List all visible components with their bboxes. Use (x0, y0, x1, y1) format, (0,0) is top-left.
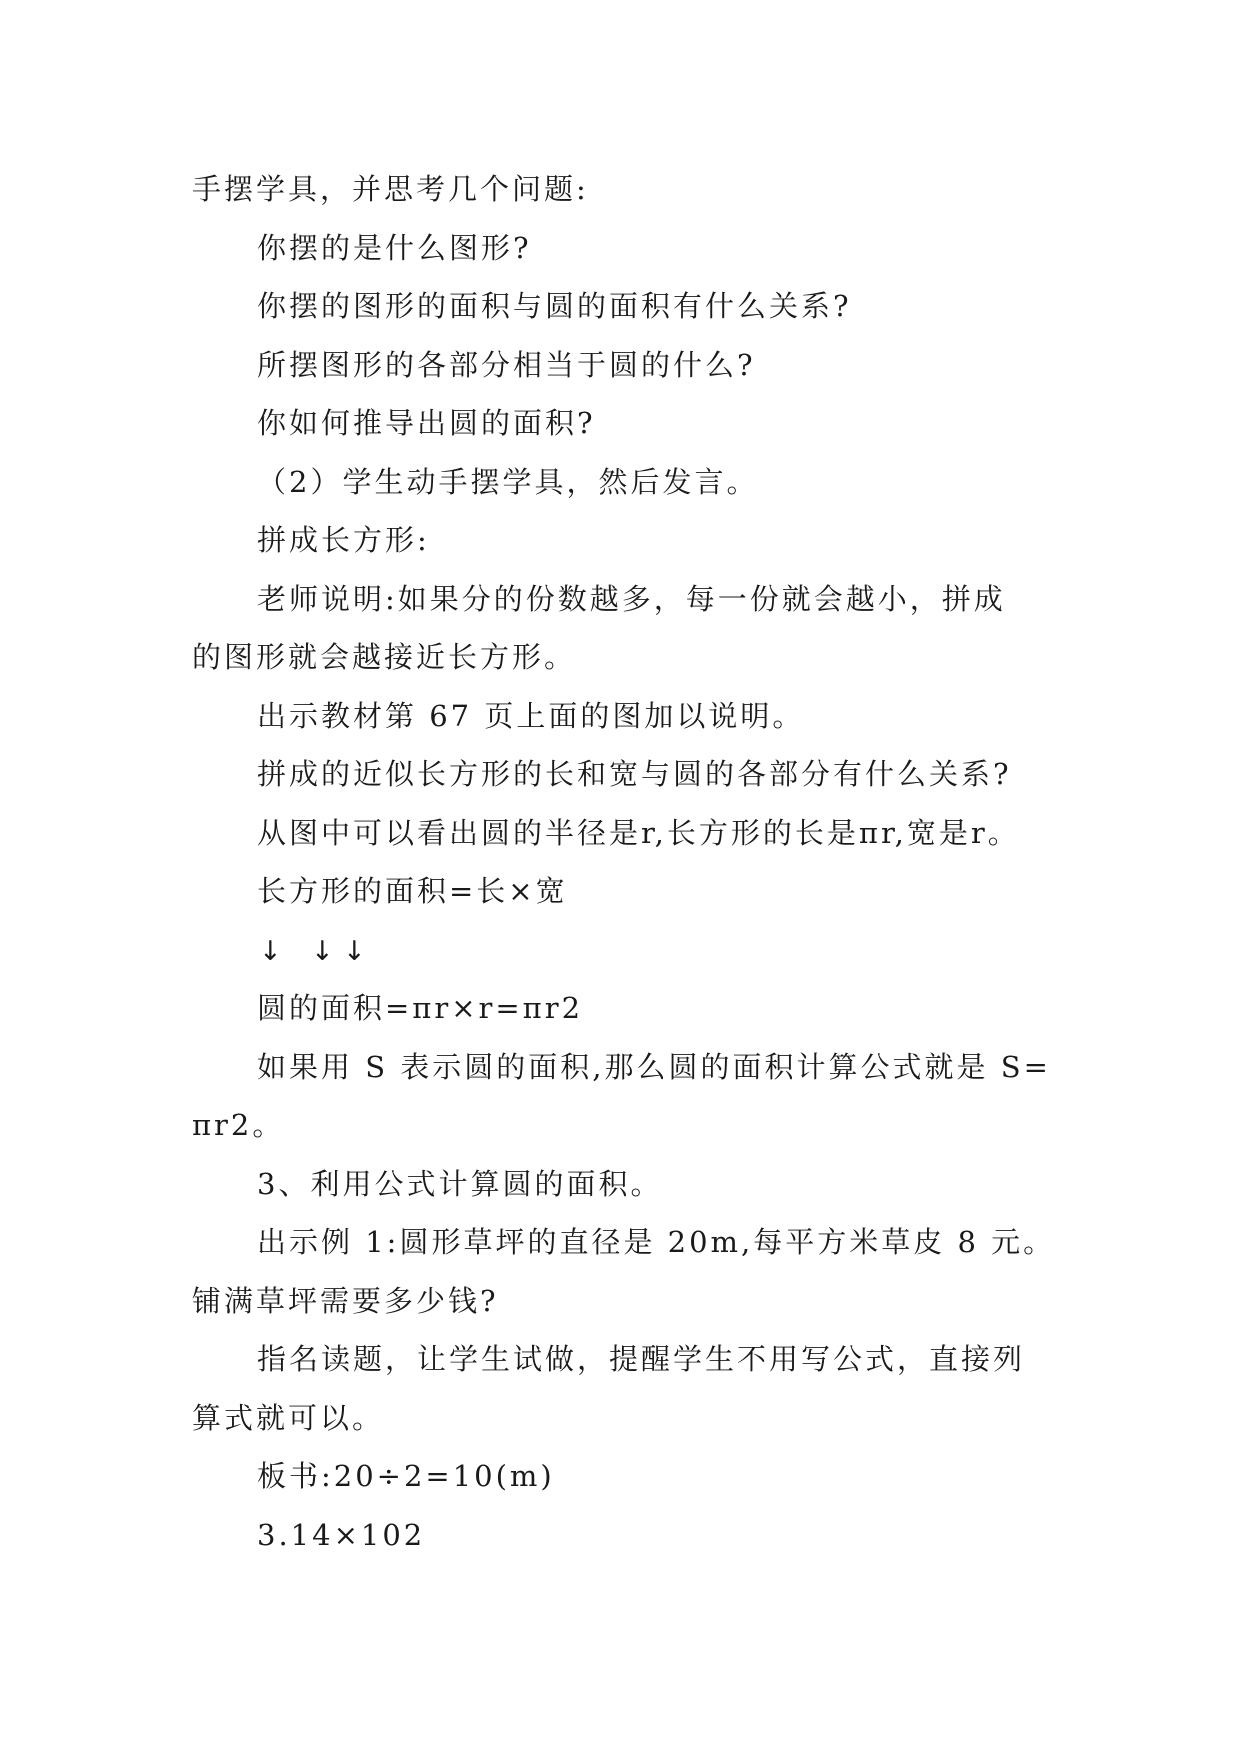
text-line: πr2。 (192, 1108, 285, 1142)
text-line: 铺满草坪需要多少钱? (192, 1283, 499, 1318)
formula-line: 3.14×102 (257, 1517, 426, 1552)
arrow-row (192, 921, 1062, 980)
text-line: 出示教材第 67 页上面的图加以说明。 (257, 698, 805, 733)
question-line: 所摆图形的各部分相当于圆的什么? (257, 347, 756, 382)
question-line: 你如何推导出圆的面积? (257, 406, 596, 440)
text-line: 的图形就会越接近长方形。 (192, 640, 577, 674)
question-line: 你摆的是什么图形? (257, 230, 532, 265)
text-line: 老师说明:如果分的份数越多，每一份就会越小，拼成 (257, 581, 1006, 616)
text-line: 从图中可以看出圆的半径是r,长方形的长是πr,宽是r。 (257, 815, 1020, 850)
document-body (192, 160, 1062, 1564)
text-line: 出示例 1:圆形草坪的直径是 20m,每平方米草皮 8 元。 (257, 1225, 1056, 1259)
section-heading: 3、利用公式计算圆的面积。 (257, 1166, 663, 1201)
down-arrow-icon: ↓ (343, 935, 366, 967)
formula-line: 长方形的面积=长×宽 (257, 874, 568, 908)
down-arrow-icon: ↓ (259, 935, 282, 967)
text-line: 算式就可以。 (192, 1400, 385, 1435)
formula-line: 圆的面积=πr×r=πr2 (257, 991, 584, 1025)
text-line: 手摆学具，并思考几个问题: (192, 172, 589, 206)
text-line: 拼成长方形: (257, 523, 430, 557)
text-line: 如果用 S 表示圆的面积,那么圆的面积计算公式就是 S= (257, 1049, 1051, 1084)
text-line: 拼成的近似长方形的长和宽与圆的各部分有什么关系? (257, 757, 1012, 791)
text-line: （2）学生动手摆学具，然后发言。 (257, 464, 759, 499)
question-line: 你摆的图形的面积与圆的面积有什么关系? (257, 289, 852, 323)
down-arrow-icon: ↓ (311, 935, 334, 967)
formula-line: 板书:20÷2=10(m) (257, 1459, 555, 1493)
text-line: 指名读题，让学生试做，提醒学生不用写公式，直接列 (257, 1342, 1026, 1376)
